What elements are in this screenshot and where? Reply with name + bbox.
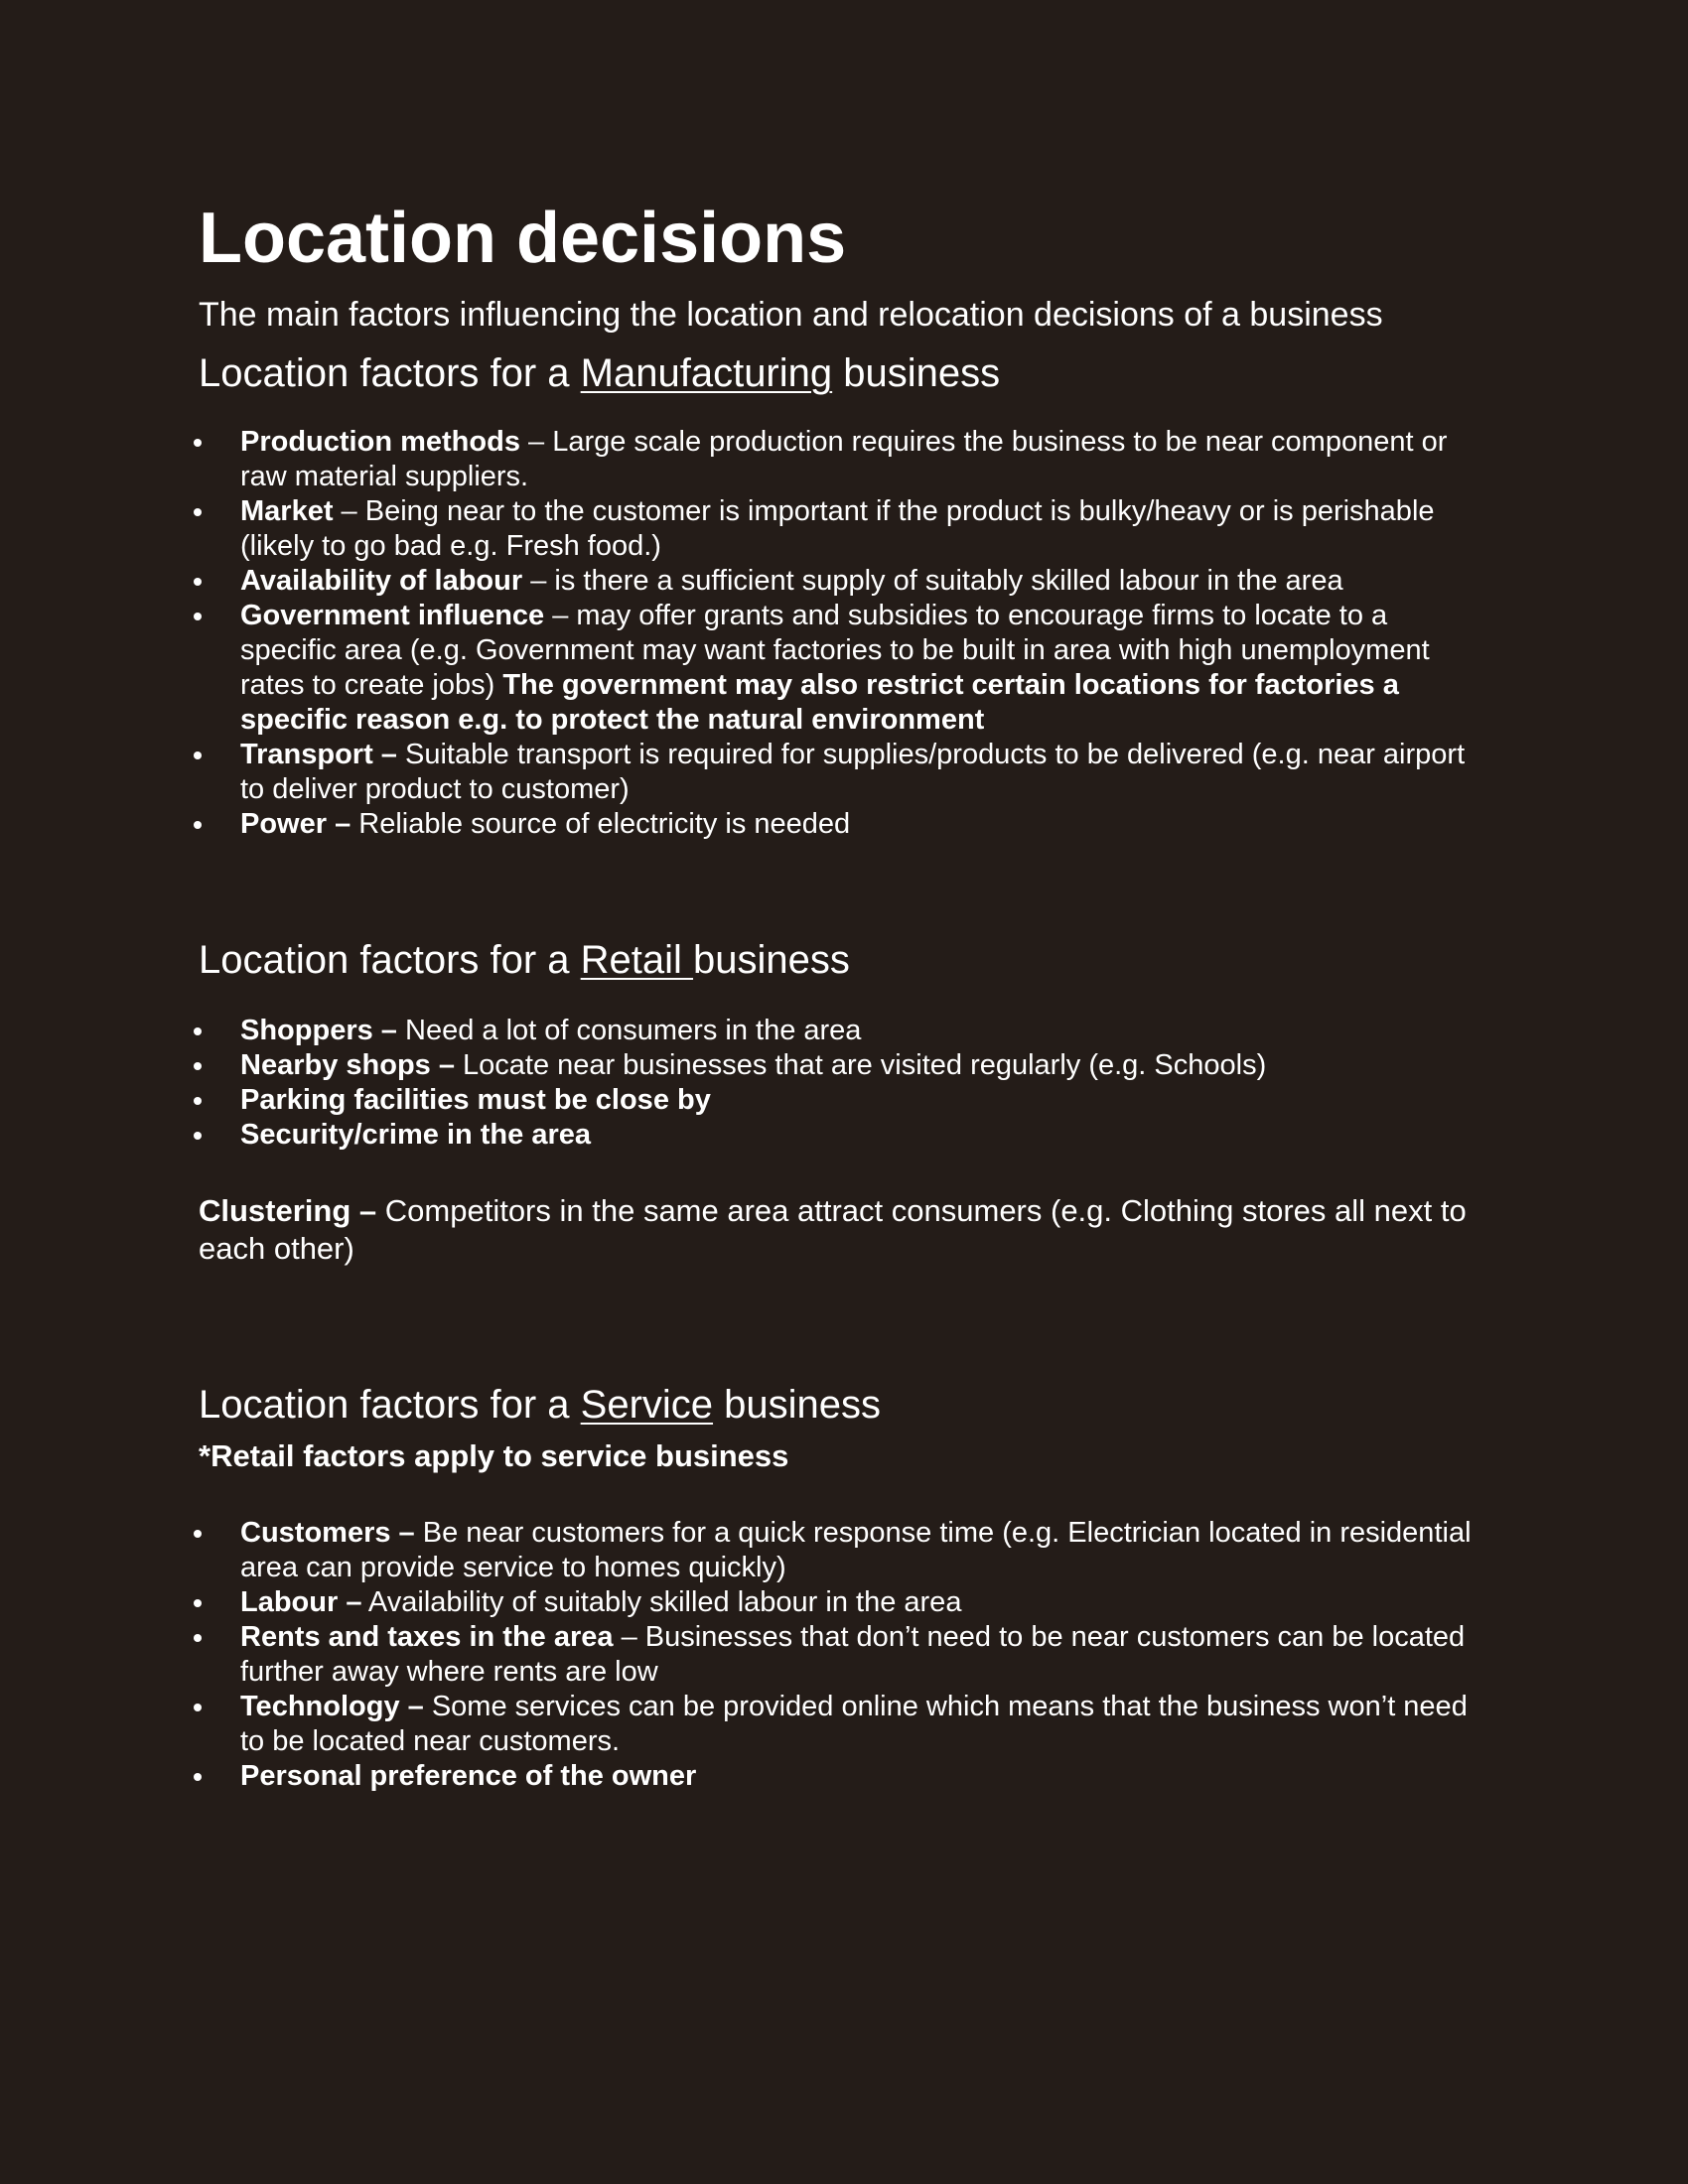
list-item bbox=[199, 807, 1489, 842]
list-item bbox=[199, 1083, 1489, 1118]
clustering-text: Competitors in the same area attract consumers (e.g. Clothing stores all next to each other) bbox=[199, 1193, 1467, 1266]
factor-term: Security/crime in the area bbox=[240, 1119, 591, 1151]
list-item bbox=[199, 1048, 1489, 1083]
factor-term: Rents and taxes in the area bbox=[240, 1621, 614, 1653]
retail-factor-list bbox=[199, 1014, 1489, 1153]
factor-text: Need a lot of consumers in the area bbox=[396, 1015, 862, 1046]
factor-text: – Being near to the customer is important if the product is bulky/heavy or is perishable (likely to go bad e.g. Fresh food.) bbox=[240, 495, 1435, 562]
factor-term: Personal preference of the owner bbox=[240, 1760, 697, 1792]
page-subtitle: The main factors influencing the location and relocation decisions of a business bbox=[199, 296, 1383, 334]
factor-term: Shoppers – bbox=[240, 1015, 397, 1046]
factor-term: Production methods bbox=[240, 426, 520, 458]
list-item bbox=[199, 738, 1489, 807]
retail-heading-prefix: Location factors for a bbox=[199, 938, 581, 982]
list-item bbox=[199, 494, 1489, 564]
factor-extra-bold: The government may also restrict certain locations for factories a specific reason e.g. to protect the natural environment bbox=[240, 669, 1399, 736]
list-item bbox=[199, 599, 1489, 738]
factor-text: – may offer grants and subsidies to encourage firms to locate to a specific area (e.g. Government may want factories to be built in area with high unemployment rates to create jobs) bbox=[240, 600, 1430, 701]
factor-term: Availability of labour bbox=[240, 565, 523, 597]
retail-heading-suffix: business bbox=[693, 938, 850, 982]
factor-term: Transport – bbox=[240, 739, 397, 770]
clustering-term: Clustering – bbox=[199, 1193, 377, 1228]
list-item bbox=[199, 1585, 1489, 1620]
document-content bbox=[199, 194, 1489, 1794]
page-title: Location decisions bbox=[199, 199, 847, 278]
clustering-paragraph bbox=[199, 1192, 1489, 1268]
factor-term: Market bbox=[240, 495, 334, 527]
service-heading bbox=[199, 1379, 1489, 1431]
service-note: *Retail factors apply to service business bbox=[199, 1438, 789, 1473]
manufacturing-heading-prefix: Location factors for a bbox=[199, 351, 581, 395]
service-heading-prefix: Location factors for a bbox=[199, 1383, 581, 1427]
service-factor-list bbox=[199, 1516, 1489, 1794]
factor-text: Locate near businesses that are visited regularly (e.g. Schools) bbox=[454, 1049, 1267, 1081]
factor-term: Power – bbox=[240, 808, 352, 840]
factor-text: Availability of suitably skilled labour in the area bbox=[361, 1586, 962, 1618]
factor-text: Some services can be provided online which means that the business won’t need to be located near customers. bbox=[240, 1691, 1468, 1757]
manufacturing-heading bbox=[199, 347, 1489, 399]
factor-term: Nearby shops – bbox=[240, 1049, 455, 1081]
service-heading-keyword: Service bbox=[580, 1383, 714, 1427]
factor-term: Parking facilities must be close by bbox=[240, 1084, 711, 1116]
list-item bbox=[199, 564, 1489, 599]
service-heading-suffix: business bbox=[713, 1383, 882, 1427]
factor-text: – is there a sufficient supply of suitably skilled labour in the area bbox=[522, 565, 1343, 597]
factor-term: Customers – bbox=[240, 1517, 415, 1549]
list-item bbox=[199, 1014, 1489, 1048]
factor-text: – Businesses that don’t need to be near customers can be located further away where rents are low bbox=[240, 1621, 1466, 1688]
manufacturing-heading-suffix: business bbox=[832, 351, 1001, 395]
list-item bbox=[199, 425, 1489, 494]
retail-heading-keyword: Retail bbox=[580, 938, 694, 982]
list-item bbox=[199, 1690, 1489, 1759]
factor-text: Suitable transport is required for supplies/products to be delivered (e.g. near airport to deliver product to customer) bbox=[240, 739, 1466, 805]
factor-term: Labour – bbox=[240, 1586, 362, 1618]
list-item bbox=[199, 1118, 1489, 1153]
retail-heading bbox=[199, 934, 1489, 986]
factor-term: Technology – bbox=[240, 1691, 424, 1722]
factor-text: Be near customers for a quick response time (e.g. Electrician located in residential area can provide service to homes quickly) bbox=[240, 1517, 1472, 1583]
factor-term: Government influence bbox=[240, 600, 545, 631]
manufacturing-heading-keyword: Manufacturing bbox=[580, 351, 833, 395]
factor-text: Reliable source of electricity is needed bbox=[351, 808, 851, 840]
list-item bbox=[199, 1620, 1489, 1690]
list-item bbox=[199, 1516, 1489, 1585]
list-item bbox=[199, 1759, 1489, 1794]
factor-text: – Large scale production requires the business to be near component or raw material suppliers. bbox=[240, 426, 1448, 492]
manufacturing-factor-list bbox=[199, 425, 1489, 842]
